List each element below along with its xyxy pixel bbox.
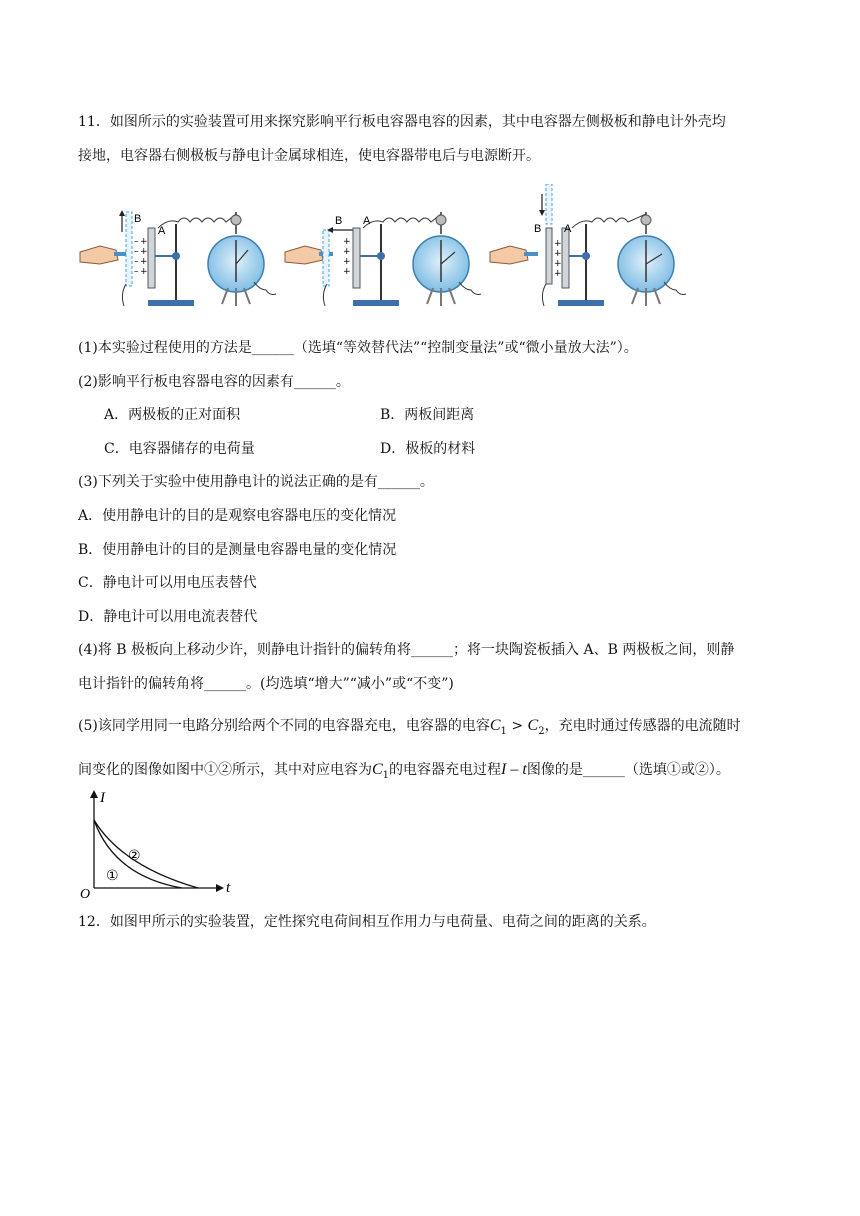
svg-text:+: + bbox=[140, 267, 148, 277]
svg-text:–: – bbox=[134, 267, 139, 277]
svg-text:–: – bbox=[134, 247, 139, 257]
part3-option-d: D．静电计可以用电流表替代 bbox=[78, 609, 258, 625]
svg-text:B: B bbox=[534, 223, 542, 235]
svg-text:+: + bbox=[554, 259, 562, 269]
setup-1 bbox=[80, 210, 276, 306]
q12-stem: 12．如图甲所示的实验装置，定性探究电荷间相互作用力与电荷量、电荷之间的距离的关系。 bbox=[78, 914, 656, 930]
q11-part5-line2: 间变化的图像如图中①②所示，其中对应电容为$C_1$的电容器充电过程I – t图像的是______（选填①或②）。 bbox=[78, 761, 730, 781]
q11-stem-line1: 11．如图所示的实验装置可用来探究影响平行板电容器电容的因素，其中电容器左侧极板和静电计外壳均 bbox=[78, 114, 726, 130]
part2-option-b: B．两板间距离 bbox=[380, 407, 475, 423]
svg-text:+: + bbox=[343, 237, 351, 247]
svg-text:B: B bbox=[335, 215, 343, 227]
q11-part4-line2: 电计指针的偏转角将______。(均选填“增大”“减小”或“不变”) bbox=[78, 676, 454, 692]
svg-text:+: + bbox=[343, 257, 351, 267]
part3-option-b: B．使用静电计的目的是测量电容器电量的变化情况 bbox=[78, 542, 397, 558]
q11-part2: (2)影响平行板电容器电容的因素有______。 bbox=[78, 374, 350, 390]
origin-label: O bbox=[80, 887, 91, 898]
curve-1-label: ① bbox=[106, 868, 119, 884]
svg-text:+: + bbox=[554, 239, 562, 249]
svg-text:+: + bbox=[140, 237, 148, 247]
svg-text:+: + bbox=[343, 247, 351, 257]
part3-option-a: A．使用静电计的目的是观察电容器电压的变化情况 bbox=[78, 508, 397, 524]
part2-option-c: C．电容器储存的电荷量 bbox=[104, 441, 255, 457]
setup-2 bbox=[285, 212, 481, 306]
q11-part1: (1)本实验过程使用的方法是______（选填“等效替代法”“控制变量法”或“微小量放大法”）。 bbox=[78, 340, 638, 356]
svg-text:A: A bbox=[363, 215, 371, 227]
q11-part5-line1: (5)该同学用同一电路分别给两个不同的电容器充电，电容器的电容$C_1 > C_2$，充电时通过传感器的电流随时 bbox=[78, 717, 741, 737]
y-axis-label: I bbox=[100, 790, 105, 806]
q11-part4-line1: (4)将 B 极板向上移动少许，则静电计指针的偏转角将______；将一块陶瓷板插入 A、B 两极板之间，则静 bbox=[78, 642, 735, 658]
svg-text:A: A bbox=[564, 223, 572, 235]
svg-text:+: + bbox=[343, 267, 351, 277]
part2-option-a: A．两极板的正对面积 bbox=[104, 407, 241, 423]
plate-b-label: B bbox=[134, 213, 142, 225]
part3-option-c: C．静电计可以用电压表替代 bbox=[78, 575, 257, 591]
part2-option-d: D．极板的材料 bbox=[380, 441, 476, 457]
current-time-graph bbox=[74, 788, 244, 898]
svg-text:+: + bbox=[140, 257, 148, 267]
setup-3 bbox=[490, 184, 686, 306]
svg-text:+: + bbox=[140, 247, 148, 257]
svg-text:+: + bbox=[554, 249, 562, 259]
q11-part3: (3)下列关于实验中使用静电计的说法正确的是有______。 bbox=[78, 474, 434, 490]
x-axis-label: t bbox=[226, 880, 231, 896]
svg-text:+: + bbox=[554, 269, 562, 279]
capacitor-apparatus-figure bbox=[78, 184, 688, 314]
plate-a-label: A bbox=[158, 225, 166, 237]
svg-text:–: – bbox=[134, 237, 139, 247]
svg-text:–: – bbox=[134, 257, 139, 267]
curve-2-label: ② bbox=[128, 848, 141, 864]
q11-stem-line2: 接地，电容器右侧极板与静电计金属球相连，使电容器带电后与电源断开。 bbox=[78, 148, 540, 164]
